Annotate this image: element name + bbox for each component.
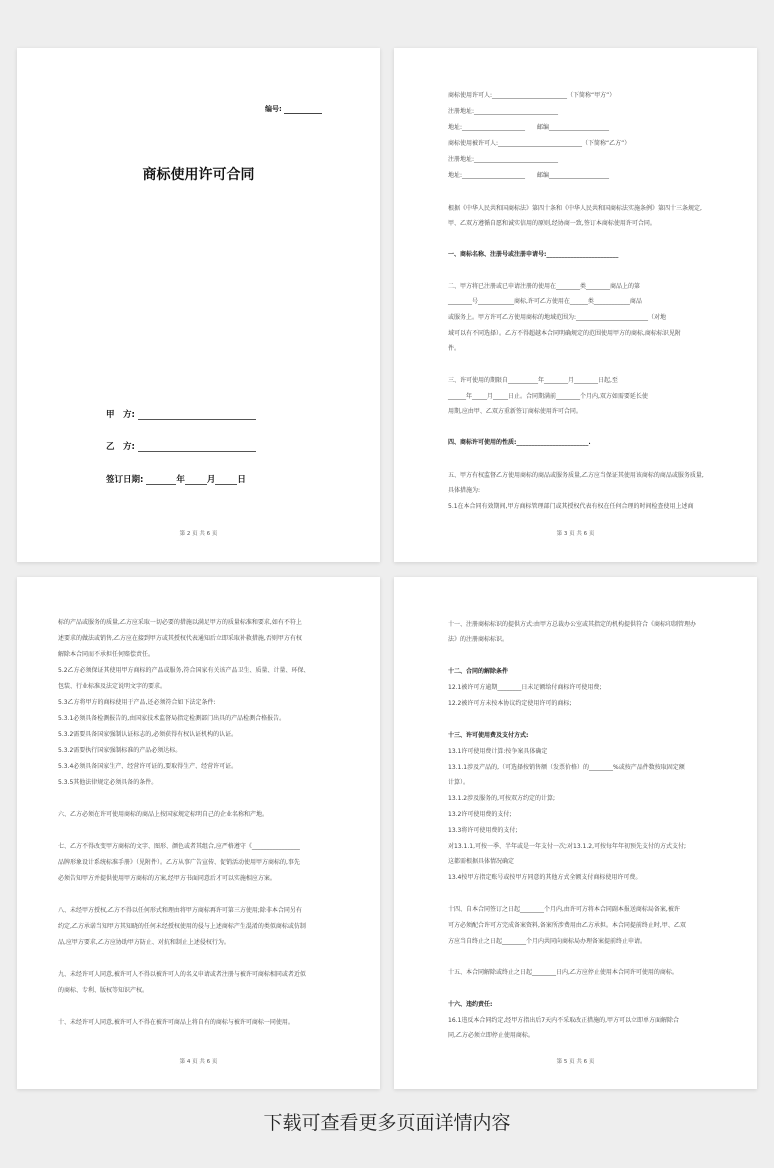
text-line: 5.3.5其他法律规定必须具备的条件。 [58, 779, 158, 786]
text-line: 13.4按甲方指定账号或按甲方同意的其他方式全额支付商标使用许可费。 [448, 874, 642, 881]
download-caption: 下载可查看更多页面详情内容 [263, 1112, 511, 1134]
month-label: 月 [206, 475, 216, 485]
section-heading: 十一、注册商标标识的提供方式:由甲方总裁办公室或其指定的机构提供符合《商标印制管理办 [448, 621, 697, 628]
text-line: 商标使用被许可人:____________________________（下简称“乙方”） [448, 140, 631, 147]
party-b-field [106, 440, 256, 452]
text-line: 注册地址:____________________________ [448, 108, 559, 115]
section-heading: 十三、许可使用费及支付方式: [448, 732, 529, 739]
text-line: 域可以有不同选择）。乙方不得超越本合同明确规定的范围使用甲方的商标,商标标识见附 [448, 330, 681, 337]
text-line: 12.2被许可方未按本协议约定使用许可的商标; [448, 700, 572, 707]
text-line: 5.2乙方必须保证其使用甲方商标的产品或服务,符合国家有关该产品卫生、质量、计量、环保、 [58, 667, 310, 674]
section-heading: 十五、本合同解除或终止之日起________日内,乙方应停止使用本合同许可使用的商标。 [448, 969, 678, 976]
section-heading: 十、未经许可人同意,被许可人不得在被许可商品上将自有的商标与被许可商标一同使用。 [58, 1019, 294, 1026]
section-heading: 六、乙方必须在许可使用商标的商品上按国家规定标明自己的企业名称和产地。 [58, 811, 269, 818]
text-line: 品,应甲方要求,乙方应协助甲方防止、对抗和制止上述侵权行为。 [58, 939, 230, 946]
contract-page-3 [17, 577, 380, 1089]
text-line: 对13.1.1,可按一季、半年或是一年支付一次;对13.1.2,可按每年年初预先支付的方式支付; [448, 843, 687, 850]
section-heading: 一、商标名称、注册号或注册申请号:________________________ [448, 251, 619, 258]
sign-date-field [106, 473, 246, 485]
year-underline [146, 474, 176, 485]
day-underline [215, 474, 237, 485]
section-heading: 三、许可使用的期限自__________年________月________日起,至 [448, 377, 618, 384]
day-label: 日 [237, 475, 246, 485]
text-line: 计算）。 [448, 779, 470, 786]
text-line: 同,乙方必须立即停止使用商标。 [448, 1032, 534, 1039]
section-heading: 七、乙方不得改变甲方商标的文字、图形、颜色或者其组合,应严格遵守《________________ [58, 843, 300, 850]
sign-date-label: 签订日期: [106, 475, 144, 485]
text-line: 法》的注册商标标识。 [448, 636, 509, 643]
contract-number-label: 编号: [265, 105, 282, 113]
section-heading: 四、商标许可使用的性质:________________________. [448, 439, 591, 446]
text-line: 包装、行业标准及法定说明文字的要求。 [58, 683, 167, 690]
text-line: 5.3乙方将甲方的商标使用于产品,还必须符合如下法定条件: [58, 699, 216, 706]
text-line: 5.1在本合同有效期间,甲方商标管理部门或其授权代表有权在任何合理的时间检查使用上述商 [448, 503, 694, 510]
contract-number-field [265, 104, 322, 114]
text-line: 12.1被许可方逾期________日未足额给付商标许可使用费; [448, 684, 602, 691]
page-footer: 第 4 页 共 6 页 [179, 1059, 218, 1065]
text-line: 方应当自终止之日起________个月内共同向商标局办理备案提前终止申请。 [448, 938, 647, 945]
text-line: 地址:_____________________ 邮编____________________ [448, 124, 610, 131]
text-line: 5.3.4必须具备国家生产、经营许可证的,要取得生产、经营许可证。 [58, 763, 238, 770]
text-line: 必须告知甲方并提供使用甲方商标的方案,经甲方书面同意后才可以实施相应方案。 [58, 875, 276, 882]
contract-title: 商标使用许可合同 [142, 167, 255, 183]
text-line: 这都需根据具体情况确定 [448, 858, 515, 865]
party-b-label: 乙 方: [106, 442, 135, 452]
text-line: ______年_____月_____日止。合同期满前________个月内,双方如需要延长使 [448, 393, 648, 400]
text-line: 的商标、专利、版权等知识产权。 [58, 987, 149, 994]
text-line: 或服务上。甲方许可乙方使用商标的地域范围为:________________________（对地 [448, 314, 667, 321]
text-line: ________号____________商标,许可乙方使用在______类____________商品 [448, 298, 642, 305]
section-heading: 九、未经许可人同意,被许可人不得以被许可人的名义申请或者注册与被许可商标相同或者近似 [58, 971, 306, 978]
text-line: 件。 [448, 345, 461, 352]
page-footer: 第 3 页 共 6 页 [556, 531, 595, 537]
text-line: 5.3.2需要执行国家强制标准的产品必须达标。 [58, 747, 182, 754]
text-line: 可方必须配合许可方完成备案资料,备案所涉费用由乙方承担。本合同提前终止时,甲、乙双 [448, 922, 686, 929]
text-line: 13.3将许可使用费的支付; [448, 827, 518, 834]
text-line: 13.1许可使用费计算:按争案具体确定 [448, 748, 548, 755]
text-line: 商标使用许可人:_________________________（下简称“甲方”） [448, 92, 616, 99]
contract-page-cover [17, 48, 380, 562]
text-line: 根据《中华人民共和国商标法》第四十条和《中华人民共和国商标法实施条例》第四十三条规定, [448, 205, 702, 212]
text-line: 13.1.1涉及产品的,（可选择按销售额（发票价格）的________%或按产品件数按取固定额 [448, 764, 685, 771]
text-line: 甲、乙双方遵循自愿和诚实信用的原则,经协商一致,签订本商标使用许可合同。 [448, 220, 656, 227]
text-line: 具体措施为: [448, 487, 481, 494]
text-line: 解除本合同而不承担任何赔偿责任。 [58, 651, 155, 658]
party-a-field [106, 408, 256, 420]
text-line: 约定,乙方承诺当知甲方其知晓的任何未经授权使用的侵与上述商标产生混淆的类似商标或仿制 [58, 923, 306, 930]
text-line: 品牌形象设计系统标准手册》（见附件）。乙方从事广告宣传、促销活动使用甲方商标的,事先 [58, 859, 300, 866]
text-line: 述要求的做法或销售,乙方应在接到甲方或其授权代表通知后立即采取补救措施,否则甲方有权 [58, 635, 302, 642]
section-heading: 十二、合同的解除条件 [448, 668, 509, 675]
page-footer: 第 5 页 共 6 页 [556, 1059, 595, 1065]
text-line: 5.3.1必须具备检测报告的,由国家技术监督局指定检测部门出具的产品检测合格报告。 [58, 715, 286, 722]
section-heading: 十四、自本合同签订之日起________个月内,由许可方将本合同副本报送商标局备案,被许 [448, 906, 680, 913]
text-line: 13.2许可使用费的支付; [448, 811, 512, 818]
text-line: 注册地址:____________________________ [448, 156, 559, 163]
text-line: 5.3.2需要具备国家强制认证标志的,必须获得有权认证机构的认证。 [58, 731, 238, 738]
page-footer: 第 2 页 共 6 页 [179, 531, 218, 537]
month-underline [185, 474, 207, 485]
text-line: 用期,应由甲、乙双方重新签订商标使用许可合同。 [448, 408, 582, 415]
text-line: 标的产品或服务的质量,乙方应采取一切必要的措施以满足甲方的质量标准和要求,如有不符上 [58, 619, 302, 626]
party-a-underline [138, 409, 256, 420]
year-label: 年 [176, 475, 185, 485]
party-a-label: 甲 方: [106, 410, 135, 420]
text-line: 13.1.2涉及服务的,可按双方约定的计算; [448, 795, 556, 802]
contract-number-underline [284, 106, 322, 114]
section-heading: 二、甲方将已注册或已申请注册的使用在________类________商品上的第 [448, 283, 641, 290]
contract-page-2 [394, 48, 757, 562]
party-b-underline [138, 441, 256, 452]
section-heading: 五、甲方有权监督乙方使用商标的商品或服务质量,乙方应当保证其使用该商标的商品或服务质量, [448, 472, 704, 479]
section-heading: 十六、违约责任: [448, 1001, 493, 1008]
text-line: 地址:_____________________ 邮编____________________ [448, 172, 610, 179]
section-heading: 八、未经甲方授权,乙方不得以任何形式和理由将甲方商标再许可第三方使用;除非本合同另有 [58, 907, 302, 914]
contract-page-4 [394, 577, 757, 1089]
text-line: 16.1违反本合同约定,经甲方指出后7天内不采取改正措施的,甲方可以立即单方面解除合 [448, 1017, 679, 1024]
